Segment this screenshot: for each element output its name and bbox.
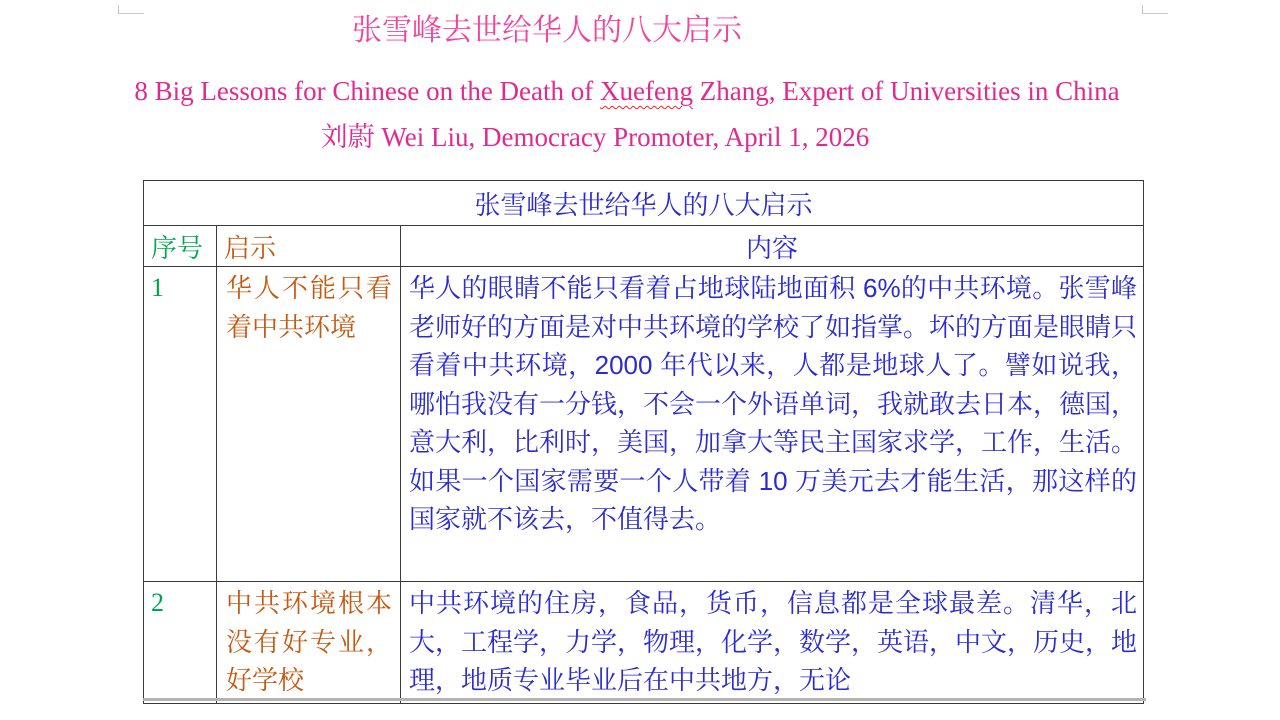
table-row xyxy=(144,267,1144,582)
page-break-shadow xyxy=(143,698,1146,701)
subtitle-text-before: 8 Big Lessons for Chinese on the Death of xyxy=(134,76,601,106)
col-header-content: 内容 xyxy=(401,226,1144,267)
table-header-row xyxy=(144,226,1144,267)
col-header-index: 序号 xyxy=(144,226,217,267)
table-title: 张雪峰去世给华人的八大启示 xyxy=(144,181,1144,226)
margin-crop-mark-right xyxy=(1142,5,1168,14)
lessons-table xyxy=(143,180,1144,704)
page-title: 张雪峰去世给华人的八大启示 xyxy=(352,14,742,47)
row-number: 2 xyxy=(144,582,217,704)
misspelled-word: Xuefeng xyxy=(600,76,693,106)
col-header-lesson: 启示 xyxy=(217,226,401,267)
lesson-content: 华人的眼睛不能只看着占地球陆地面积 6%的中共环境。张雪峰老师好的方面是对中共环境的学校了如指掌。坏的方面是眼睛只看着中共环境，2000 年代以来，人都是地球人了。譬如说我，哪怕我没有一分钱，不会一个外语单词，我就敢去日本，德国，意大利，比利时，美国，加拿大等民主国家求学，工作，生活。如果一个国家需要一个人带着 10 万美元去才能生活，那这样的国家就不该去，不值得去。 xyxy=(401,267,1144,582)
author-line: 刘蔚 Wei Liu, Democracy Promoter, April 1, 2026 xyxy=(320,122,870,152)
row-number: 1 xyxy=(144,267,217,582)
table-row xyxy=(144,582,1144,704)
lesson-title: 中共环境根本没有好专业，好学校 xyxy=(217,582,401,704)
subtitle-text-after: Zhang, Expert of Universities in China xyxy=(692,76,1120,106)
page-subtitle xyxy=(0,74,1254,108)
lesson-title: 华人不能只看着中共环境 xyxy=(217,267,401,582)
lesson-content: 中共环境的住房，食品，货币，信息都是全球最差。清华，北大，工程学，力学，物理，化学，数学，英语，中文，历史，地理，地质专业毕业后在中共地方，无论 xyxy=(401,582,1144,704)
table-title-row xyxy=(144,181,1144,226)
